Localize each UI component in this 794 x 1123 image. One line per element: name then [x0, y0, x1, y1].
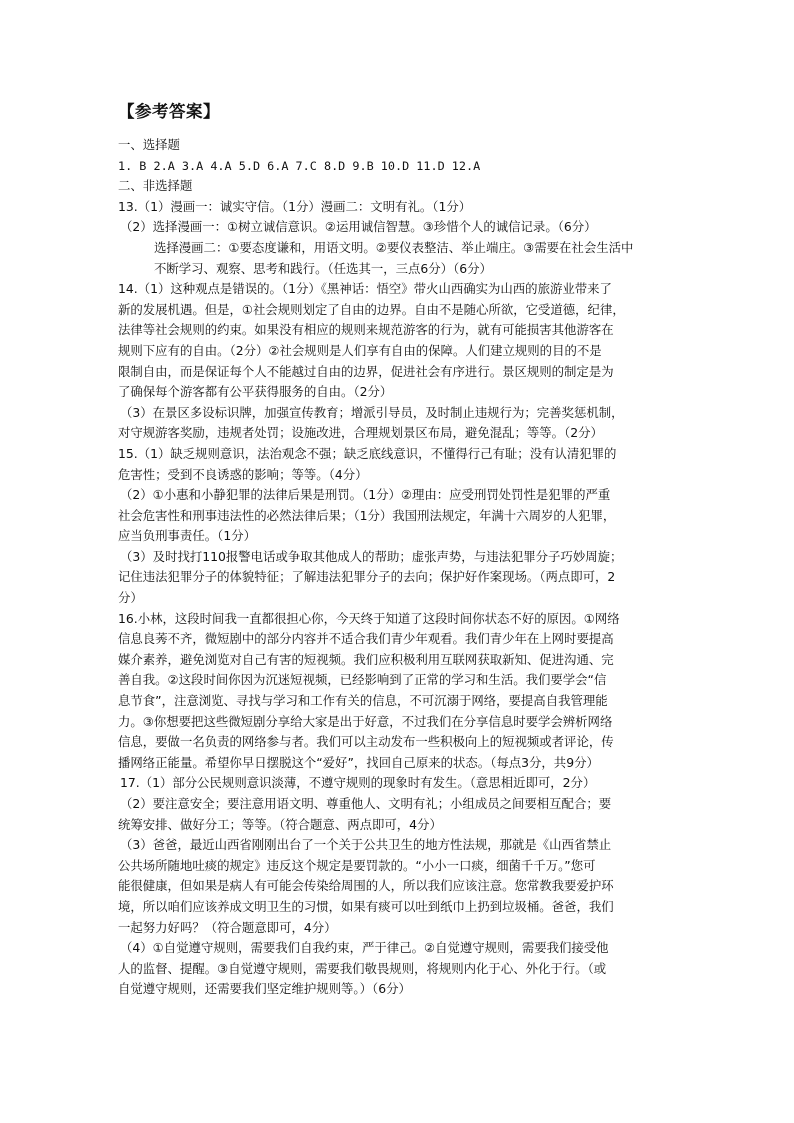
answer-line: 人的监督、提醒。③自觉遵守规则，需要我们敬畏规则，将规则内化于心、外化于行。（或	[118, 960, 607, 976]
document-heading: 【参考答案】	[118, 102, 220, 121]
answer-line: 17.（1）部分公民规则意识淡薄，不遵守规则的现象时有发生。（意思相近即可，2分）	[120, 775, 596, 791]
answer-line: 信息，要做一名负责的网络参与者。我们可以主动发布一些积极向上的短视频或者评论，传	[118, 734, 614, 750]
answer-line: 限制自由，而是保证每个人不能越过自由的边界，促进社会有序进行。景区规则的制定是为	[118, 363, 614, 379]
answer-line: （4）①自觉遵守规则，需要我们自我约束，严于律己。②自觉遵守规则，需要我们接受他	[120, 940, 609, 956]
answer-line: 力。③你想要把这些微短剧分享给大家是出于好意，不过我们在分享信息时要学会辨析网络	[118, 713, 613, 729]
answer-line: 善自我。②这段时间你因为沉迷短视频，已经影响到了正常的学习和生活。我们要学会“信	[118, 672, 607, 688]
section-title-nonchoice: 二、非选择题	[118, 178, 193, 194]
answer-line: 信息良莠不齐，微短剧中的部分内容并不适合我们青少年观看。我们青少年在上网时要提高	[118, 631, 614, 647]
answer-line: 播网络正能量。希望你早日摆脱这个“爱好”，找回自己原来的状态。（每点3分，共9分）	[118, 754, 599, 770]
answer-line: 一起努力好吗？（符合题意即可，4分）	[118, 919, 337, 935]
answer-line: 分）	[118, 590, 143, 606]
answer-line: 公共场所随地吐痰的规定》违反这个规定是要罚款的。“小小一口痰，细菌千千万。”您可	[118, 857, 596, 873]
answer-line: （2）选择漫画一：①树立诚信意识。②运用诚信智慧。③珍惜个人的诚信记录。（6分）	[120, 219, 597, 235]
answer-line: 15.（1）缺乏规则意识，法治观念不强；缺乏底线意识，不懂得行己有耻；没有认清犯罪的	[118, 445, 617, 461]
answer-line: 对守规游客奖励，违规者处罚；设施改进，合理规划景区布局，避免混乱；等等。（2分）	[118, 425, 603, 441]
answer-line: 统筹安排、做好分工；等等。（符合题意、两点即可，4分）	[118, 816, 442, 832]
answer-line: 媒介素养，避免浏览对自己有害的短视频。我们应积极利用互联网获取新知、促进沟通、完	[118, 651, 614, 667]
answer-line: 选择漫画二：①要态度谦和，用语文明。②要仪表整洁、举止端庄。③需要在社会生活中	[154, 239, 634, 255]
answer-line: 14.（1）这种观点是错误的。（1分）《黑神话：悟空》带火山西确实为山西的旅游业带来了	[118, 281, 612, 297]
answer-line: （2）要注意安全；要注意用语文明、尊重他人、文明有礼；小组成员之间要相互配合；要	[120, 796, 612, 811]
answer-line: （3）在景区多设标识牌，加强宣传教育；增派引导员，及时制止违规行为；完善奖惩机制，	[120, 404, 624, 420]
answer-line: （2）①小惠和小静犯罪的法律后果是刑罚。（1分）②理由：应受刑罚处罚性是犯罪的严重	[120, 487, 611, 503]
answer-line: （3）及时找打110报警电话或争取其他成人的帮助；虚张声势，与违法犯罪分子巧妙周旋；	[120, 548, 623, 564]
answer-line: 境，所以咱们应该养成文明卫生的习惯，如果有痰可以吐到纸巾上扔到垃圾桶。爸爸，我们	[118, 898, 614, 914]
answer-line: 能很健康，但如果是病人有可能会传染给周围的人，所以我们应该注意。您常教我要爱护环	[118, 878, 614, 894]
section-title-choice: 一、选择题	[118, 137, 180, 152]
answer-line: 危害性；受到不良诱惑的影响；等等。（4分）	[118, 466, 368, 482]
choice-answers: 1. B 2.A 3.A 4.A 5.D 6.A 7.C 8.D 9.B 10.D 11.D 12.A	[118, 158, 481, 173]
answer-line: 不断学习、观察、思考和践行。（任选其一，三点6分）（6分）	[154, 260, 492, 276]
answer-document	[118, 100, 678, 1000]
answer-line: 记住违法犯罪分子的体貌特征；了解违法犯罪分子的去向；保护好作案现场。（两点即可，2	[118, 569, 616, 585]
answer-line: 16.小林，这段时间我一直都很担心你，今天终于知道了这段时间你状态不好的原因。①网络	[118, 610, 620, 626]
answer-line: 息节食”，注意浏览、寻找与学习和工作有关的信息，不可沉溺于网络，要提高自我管理能	[118, 693, 608, 709]
answer-line: 法律等社会规则的约束。如果没有相应的规则来规范游客的行为，就有可能损害其他游客在	[118, 322, 614, 338]
answer-line: 了确保每个游客都有公平获得服务的自由。（2分）	[118, 384, 393, 400]
answer-line: 规则下应有的自由。（2分）②社会规则是人们享有自由的保障。人们建立规则的目的不是	[118, 342, 602, 358]
answer-line: 13.（1）漫画一：诚实守信。（1分）漫画二：文明有礼。（1分）	[118, 198, 472, 214]
answer-line: 自觉遵守规则，还需要我们坚定维护规则等。）（6分）	[118, 981, 411, 997]
answer-line: 新的发展机遇。但是，①社会规则划定了自由的边界。自由不是随心所欲，它受道德，纪律，	[118, 301, 625, 317]
answer-line: 社会危害性和刑事违法性的必然法律后果；（1分）我国刑法规定，年满十六周岁的人犯罪，	[118, 507, 616, 523]
answer-line: （3）爸爸，最近山西省刚刚出台了一个关于公共卫生的地方性法规，那就是《山西省禁止	[120, 837, 612, 853]
answer-line: 应当负刑事责任。（1分）	[118, 528, 256, 544]
